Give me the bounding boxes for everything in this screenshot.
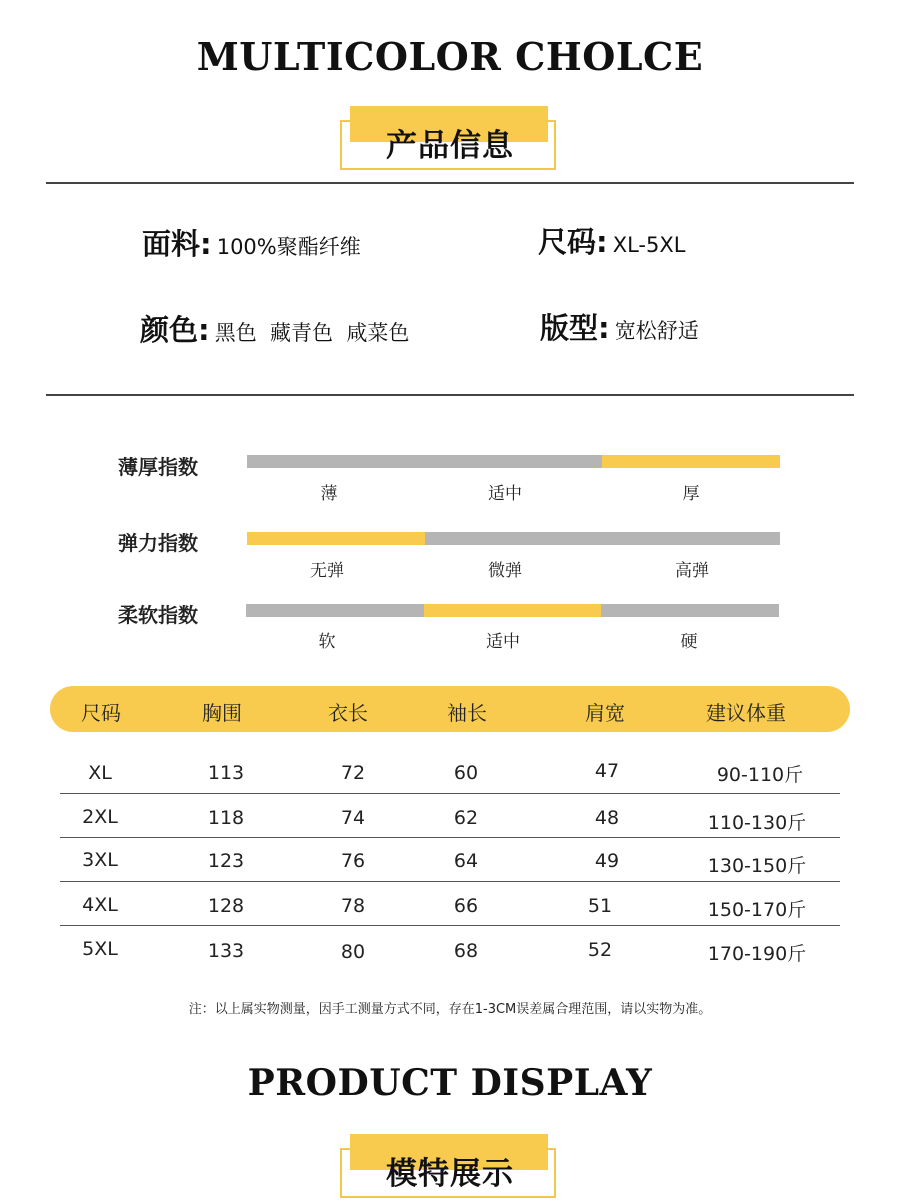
spec-fabric: [142, 222, 361, 263]
index-tick: 薄: [320, 484, 338, 504]
table-cell: 60: [453, 762, 479, 784]
table-cell: 118: [207, 807, 245, 829]
table-cell: 113: [207, 762, 245, 784]
spec-size: [538, 220, 685, 261]
table-header-cell: 肩宽: [585, 701, 625, 725]
table-cell: 150-170斤: [707, 899, 807, 921]
table-cell: 72: [340, 762, 366, 784]
table-cell: 66: [453, 895, 479, 917]
bar-segment: [602, 532, 780, 545]
display-title: PRODUCT DISPLAY: [247, 1062, 653, 1104]
table-header-cell: 建议体重: [706, 701, 786, 725]
table-cell: 128: [207, 895, 245, 917]
table-row-divider: [60, 925, 840, 926]
index-bar-thickness: [247, 455, 780, 468]
index-label-softness: 柔软指数: [118, 603, 198, 627]
table-row-divider: [60, 881, 840, 882]
table-cell: 4XL: [82, 894, 118, 916]
spec-fit-value: 宽松舒适: [614, 319, 699, 343]
index-tick: 无弹: [310, 561, 344, 581]
table-cell: 90-110斤: [716, 764, 804, 786]
table-cell: 64: [453, 850, 479, 872]
model-display-badge: [340, 1134, 560, 1204]
product-info-badge: [340, 106, 560, 176]
index-tick: 高弹: [675, 561, 709, 581]
index-bar-elasticity: [247, 532, 780, 545]
table-cell: 170-190斤: [707, 943, 807, 965]
table-cell: 130-150斤: [707, 855, 807, 877]
table-cell: 49: [594, 850, 620, 872]
bar-segment: [425, 532, 603, 545]
index-tick: 微弹: [488, 561, 522, 581]
page-title: MULTICOLOR CHOLCE: [196, 34, 704, 79]
index-bar-softness: [246, 604, 779, 617]
index-tick: 适中: [486, 632, 520, 652]
table-cell: 5XL: [82, 938, 118, 960]
index-tick: 适中: [488, 484, 522, 504]
table-row-divider: [60, 837, 840, 838]
table-cell: 68: [453, 940, 479, 962]
spec-size-key: 尺码:: [538, 225, 608, 259]
spec-color-value: 黑色 藏青色 咸菜色: [214, 321, 410, 345]
table-cell: 62: [453, 807, 479, 829]
index-tick: 硬: [680, 632, 698, 652]
spec-color-key: 颜色:: [140, 313, 210, 347]
spec-fabric-value: 100%聚酯纤维: [216, 235, 361, 259]
bar-segment-selected: [602, 455, 780, 468]
divider-middle: [46, 394, 854, 396]
table-cell: XL: [88, 762, 112, 784]
spec-color: [140, 308, 409, 349]
table-row-divider: [60, 793, 840, 794]
table-cell: 48: [594, 807, 620, 829]
spec-fit-key: 版型:: [540, 311, 610, 345]
index-tick: 软: [318, 632, 336, 652]
index-label-thickness: 薄厚指数: [118, 455, 198, 479]
table-cell: 123: [207, 850, 245, 872]
table-header-cell: 尺码: [81, 701, 121, 725]
table-header-cell: 胸围: [202, 701, 242, 725]
badge-label: 模特展示: [386, 1156, 514, 1192]
table-cell: 76: [340, 850, 366, 872]
measurement-note: 注：以上属实物测量，因手工测量方式不同，存在1-3CM误差属合理范围，请以实物为准。: [188, 1002, 712, 1017]
table-cell: 74: [340, 807, 366, 829]
table-cell: 80: [340, 941, 366, 963]
bar-segment: [425, 455, 603, 468]
table-cell: 110-130斤: [707, 812, 807, 834]
bar-segment: [246, 604, 424, 617]
badge-label: 产品信息: [386, 128, 514, 164]
bar-segment-selected: [247, 532, 425, 545]
index-label-elasticity: 弹力指数: [118, 531, 198, 555]
table-cell: 133: [207, 940, 245, 962]
spec-size-value: XL-5XL: [612, 233, 686, 257]
table-cell: 47: [594, 760, 620, 782]
table-cell: 52: [587, 939, 613, 961]
bar-segment: [601, 604, 779, 617]
table-header-cell: 衣长: [328, 701, 368, 725]
table-header-cell: 袖长: [447, 701, 487, 725]
spec-fit: [540, 306, 699, 347]
table-cell: 2XL: [82, 806, 118, 828]
index-tick: 厚: [682, 484, 700, 504]
table-cell: 78: [340, 895, 366, 917]
bar-segment: [247, 455, 425, 468]
divider-top: [46, 182, 854, 184]
table-cell: 51: [587, 895, 613, 917]
spec-fabric-key: 面料:: [142, 227, 212, 261]
bar-segment-selected: [424, 604, 602, 617]
table-cell: 3XL: [82, 849, 118, 871]
